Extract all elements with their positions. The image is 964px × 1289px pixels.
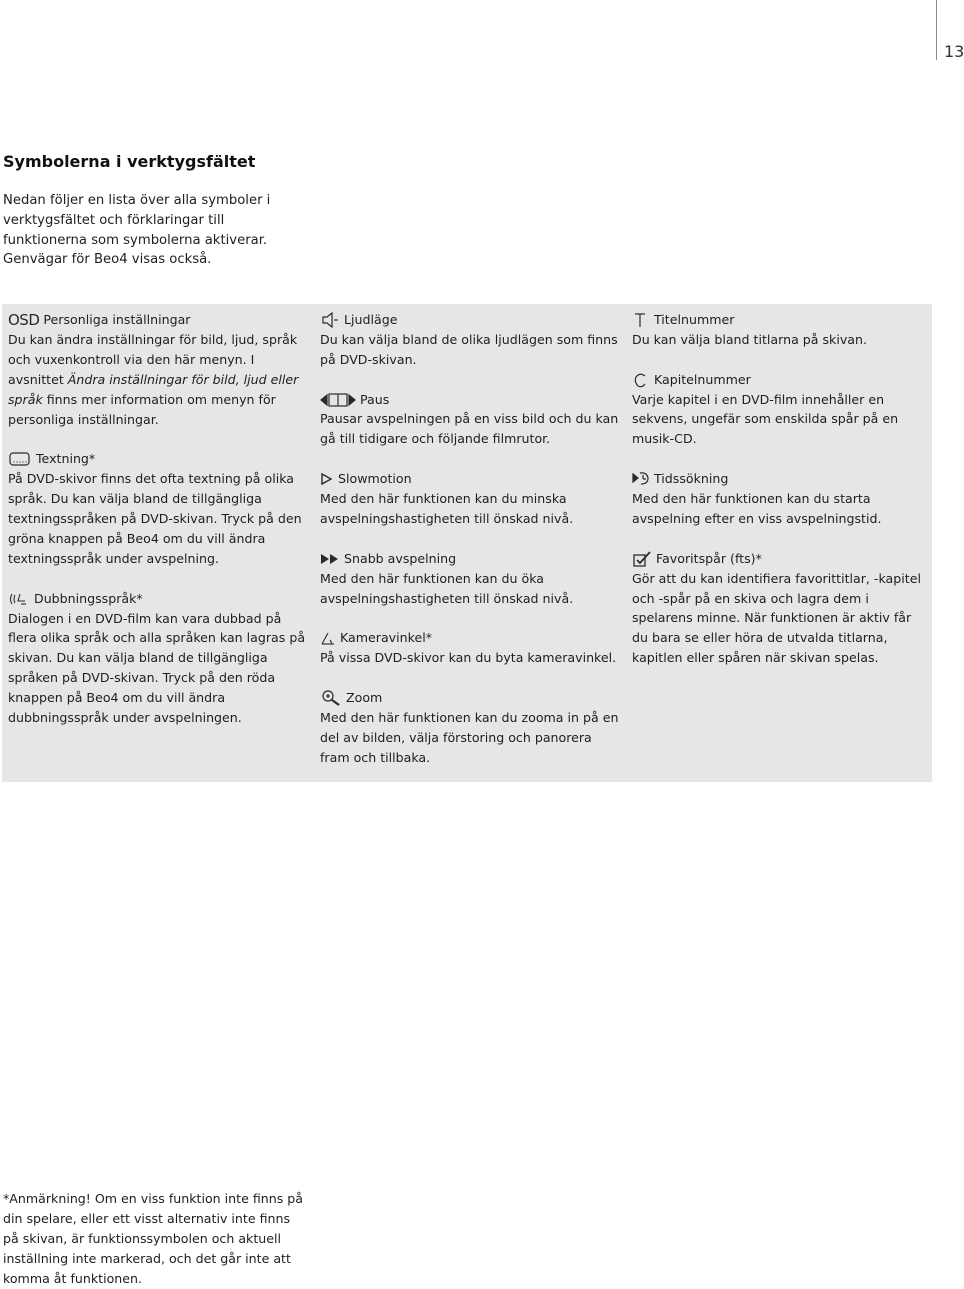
entry-description: Du kan ändra inställningar för bild, ljud, språk och vuxenkontroll via den här menyn. I avsnittet Ändra inställningar för bild, ljud eller språk finns mer information om menyn för personliga inställningar. [8, 331, 299, 427]
entry-description: På DVD-skivor finns det ofta textning på olika språk. Du kan välja bland de tillgängliga textningsspråken på DVD-skivan. Tryck på den gröna knappen på Beo4 om du vill ändra textningsspråk under avspelning. [8, 471, 302, 566]
entry-dubbing-language [8, 589, 306, 728]
footnote: *Anmärkning! Om en viss funktion inte finns på din spelare, eller ett visst alternativ inte finns på skivan, är funktionssymbolen och aktuell inställning inte markerad, och det går inte att komma åt funktionen. [3, 1191, 304, 1286]
entry-chapter-number [632, 370, 928, 450]
entry-fast-playback [320, 549, 620, 609]
entry-favourite-tracks [632, 549, 928, 668]
entry-description: Med den här funktionen kan du öka avspelningshastigheten till önskad nivå. [320, 570, 574, 606]
entry-description: Du kan välja bland de olika ljudlägen som finns på DVD-skivan. [320, 331, 618, 367]
intro-paragraph: Nedan följer en lista över alla symboler i verktygsfältet och förklaringar till funktionerna som symbolerna aktiverar. Genvägar för Beo4 visas också. [3, 193, 271, 268]
entry-slowmotion [320, 469, 620, 529]
symbol-column-3 [632, 310, 928, 668]
favourite-checkbox-icon [632, 550, 652, 568]
symbol-panel [2, 304, 932, 782]
entry-subtitles [8, 449, 306, 568]
time-search-icon [632, 470, 650, 488]
entry-title: Personliga inställningar [43, 312, 191, 327]
symbol-column-1 [8, 310, 306, 728]
title-number-icon [632, 311, 650, 329]
entry-description: Dialogen i en DVD-film kan vara dubbad på flera olika språk och alla språken kan lagras på skivan. Du kan välja bland de tillgängliga språken på DVD-skivan. Tryck på den röda knappen på Beo4 om du vill ändra dubbningsspråk under avspelningen. [8, 610, 306, 726]
slowmotion-icon [320, 470, 334, 488]
entry-title: Tidssökning [654, 471, 729, 487]
osd-icon: OSD [8, 310, 40, 329]
entry-personal-settings [8, 310, 306, 429]
entry-description: Med den här funktionen kan du minska avspelningshastigheten till önskad nivå. [320, 491, 574, 526]
entry-zoom [320, 688, 620, 768]
entry-title: Zoom [346, 690, 383, 706]
camera-angle-icon [320, 629, 336, 647]
entry-title: Snabb avspelning [344, 550, 457, 566]
entry-title: Slowmotion [338, 471, 412, 487]
entry-title: Kapitelnummer [654, 371, 751, 387]
audio-mode-icon [320, 311, 340, 329]
entry-camera-angle [320, 628, 620, 668]
entry-pause [320, 390, 620, 450]
entry-description: Gör att du kan identifiera favorittitlar, -kapitel och -spår på en skiva och lagra dem i spelarens minne. När funktionen är aktiv får du bara se eller höra de utvalda titlarna, kapitlen eller spåren när skivan spelas. [632, 570, 921, 666]
entry-description: Med den här funktionen kan du starta avspelning efter en viss avspelningstid. [632, 491, 882, 526]
entry-title: Textning* [36, 451, 96, 467]
entry-audio-mode [320, 310, 620, 370]
entry-title: Paus [360, 391, 390, 407]
entry-description: Med den här funktionen kan du zooma in på en del av bilden, välja förstoring och panorera fram och tillbaka. [320, 709, 619, 765]
entry-description: Varje kapitel i en DVD-film innehåller en sekvens, ungefär som enskilda spår på en musik-CD. [632, 391, 899, 447]
entry-description: På vissa DVD-skivor kan du byta kameravinkel. [320, 650, 617, 666]
entry-title: Kameravinkel* [340, 630, 432, 646]
pause-icon [320, 391, 356, 409]
entry-title: Ljudläge [344, 312, 398, 327]
dubbing-icon [8, 590, 30, 608]
entry-description: Pausar avspelningen på en viss bild och du kan gå till tidigare och följande filmrutor. [320, 411, 619, 447]
entry-title: Favoritspår (fts)* [656, 550, 762, 566]
entry-title: Titelnummer [654, 312, 735, 327]
page-number: 13 [944, 42, 964, 61]
section-title: Symbolerna i verktygsfältet [3, 152, 256, 171]
zoom-icon [320, 689, 342, 707]
entry-title-number [632, 310, 928, 350]
entry-title: Dubbningsspråk* [34, 590, 143, 606]
symbol-column-2 [320, 310, 620, 768]
page-edge-rule [936, 0, 937, 60]
entry-time-search [632, 469, 928, 529]
subtitle-icon [8, 450, 32, 468]
fast-forward-icon [320, 550, 340, 568]
chapter-number-icon [632, 371, 650, 389]
entry-description: Du kan välja bland titlarna på skivan. [632, 331, 868, 347]
